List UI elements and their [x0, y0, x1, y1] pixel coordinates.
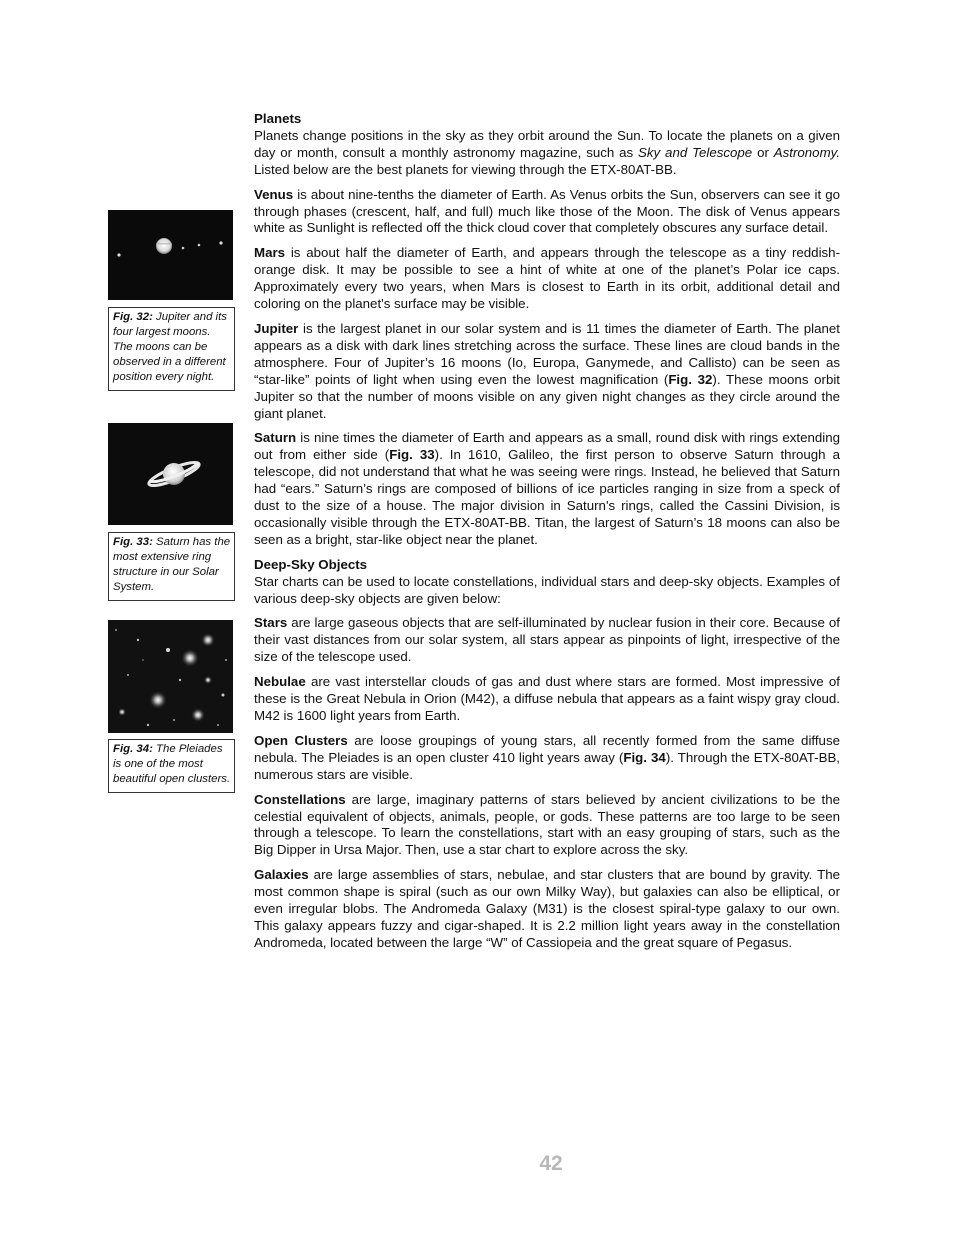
text-run: ). These moons orbit Jupiter so that the number of moons visible on any given night changes as they circle around the giant planet.	[254, 371, 840, 421]
text-run: are loose groupings of young stars, all recently formed from the same diffuse nebula. The Pleiades is an open cluster 410 light years away (	[254, 732, 840, 765]
section-heading-planets: Planets	[254, 111, 302, 126]
term: Galaxies	[254, 867, 309, 883]
text-run: ). In 1610, Galileo, the first person to observe Saturn through a telescope, did not understand that what he was seeing were rings. Instead, he believed that Saturn had “ears.” Saturn’s rings are composed of billions of ice particles ranging in size from a speck of dust to the size of a house. The major division in Saturn's rings, called the Cassini Division, is occasionally visible through the ETX-80AT-BB. Titan, the largest of Saturn’s 18 moons can also be seen as a bright, star-like object near the planet.	[254, 447, 840, 547]
saturn-with-rings-photo	[108, 423, 233, 525]
text-run: is about nine-tenths the diameter of Earth. As Venus orbits the Sun, observers can see it go through phases (crescent, half, and full) much like those of the Moon. The disk of Venus appears white as Sunlight is reflected off the thick cloud cover that completely obscures any surface detail.	[254, 186, 840, 236]
term: Constellations	[254, 791, 346, 807]
term: Stars	[254, 615, 288, 631]
deep-sky-intro: Star charts can be used to locate constellations, individual stars and deep-sky objects. Examples of various deep-sky objects are given below:	[254, 573, 840, 606]
term: Venus	[254, 186, 294, 202]
term: Nebulae	[254, 674, 306, 690]
text-run: is the largest planet in our solar system and is 11 times the diameter of Earth. The planet appears as a disk with dark lines stretching across the surface. These lines are cloud bands in the atmosphere. Four of Jupiter’s 16 moons (Io, Europa, Ganymede, and Callisto) can be seen as “star-like” points of light when using even the lowest magnification (	[254, 320, 840, 387]
text-run: Planets change positions in the sky as they orbit around the Sun. To locate the planets on a given day or month, consult a monthly astronomy magazine, such as	[254, 127, 840, 160]
term: Jupiter	[254, 320, 299, 336]
figure-caption-33	[108, 532, 235, 601]
magazine-title: Astronomy.	[773, 144, 841, 160]
paragraph-galaxies	[254, 867, 840, 952]
text-run: or	[752, 144, 774, 160]
text-run: is nine times the diameter of Earth and appears as a small, round disk with rings extending out from either side (	[254, 430, 840, 463]
text-run: are large assemblies of stars, nebulae, and star clusters that are bound by gravity. The most common shape is spiral (such as our own Milky Way), but galaxies can also be elliptical, or even irregular blobs. The Andromeda Galaxy (M31) is the closest spiral-type galaxy to our own. This galaxy appears fuzzy and cigar-shaped. It is 2.2 million light years away in the constellation Andromeda, located between the large “W” of Cassiopeia and the great square of Pegasus.	[254, 867, 840, 950]
term: Open Clusters	[254, 732, 348, 748]
figure-caption-34	[108, 739, 235, 793]
magazine-title: Sky and Telescope	[638, 144, 753, 160]
paragraph-saturn	[254, 430, 840, 548]
text-run: are vast interstellar clouds of gas and dust where stars are formed. Most impressive of these is the Great Nebula in Orion (M42), a diffuse nebula that appears as a faint wispy gray cloud. M42 is 1600 light years from Earth.	[254, 674, 840, 723]
paragraph-venus	[254, 187, 840, 238]
planets-intro	[254, 128, 840, 179]
caption-text: Saturn has the most extensive ring structure in our Solar System.	[113, 536, 231, 593]
figure-label: Fig. 33:	[113, 536, 153, 548]
main-text-column	[254, 111, 840, 960]
paragraph-stars	[254, 615, 840, 666]
text-run: are large, imaginary patterns of stars believed by ancient civilizations to be the celestial equivalent of objects, animals, people, or gods. These patterns are too large to be seen through a telescope. To learn the constellations, start with an easy grouping of stars, such as the Big Dipper in Ursa Major. Then, use a star chart to explore across the sky.	[254, 791, 840, 858]
text-run: ). Through the ETX-80AT-BB, numerous stars are visible.	[254, 749, 841, 782]
caption-text: The Pleiades is one of the most beautiful open clusters.	[113, 743, 231, 785]
paragraph-jupiter	[254, 321, 840, 422]
text-run: are large gaseous objects that are self-illuminated by nuclear fusion in their core. Because of their vast distances from our solar system, all stars appear as pinpoints of light, irrespective of the size of the telescope used.	[254, 615, 840, 665]
figure-reference: Fig. 33	[389, 447, 435, 463]
figure-label: Fig. 34:	[113, 743, 153, 755]
pleiades-star-cluster-photo	[108, 620, 233, 733]
paragraph-constellations	[254, 792, 840, 860]
text-run: is about half the diameter of Earth, and appears through the telescope as a tiny reddish-orange disk. It may be possible to see a hint of white at one of the planet’s Polar ice caps. Approximately every two years, when Mars is closest to Earth in its orbit, additional detail and coloring on the planet's surface may be visible.	[254, 245, 840, 312]
text-run: Listed below are the best planets for viewing through the ETX-80AT-BB.	[254, 161, 677, 177]
caption-text: Jupiter and its four largest moons. The moons can be observed in a different position every night.	[113, 311, 227, 383]
paragraph-open-clusters	[254, 733, 840, 784]
figure-reference: Fig. 32	[668, 371, 713, 387]
paragraph-nebulae	[254, 674, 840, 725]
page-number: 42	[539, 1152, 563, 1175]
term: Saturn	[254, 430, 297, 446]
jupiter-with-moons-photo	[108, 210, 233, 300]
figure-reference: Fig. 34	[623, 749, 666, 765]
paragraph-mars	[254, 245, 840, 313]
figure-label: Fig. 32:	[113, 311, 153, 323]
figure-caption-32	[108, 307, 235, 391]
section-heading-deep-sky: Deep-Sky Objects	[254, 556, 368, 572]
term: Mars	[254, 245, 286, 261]
